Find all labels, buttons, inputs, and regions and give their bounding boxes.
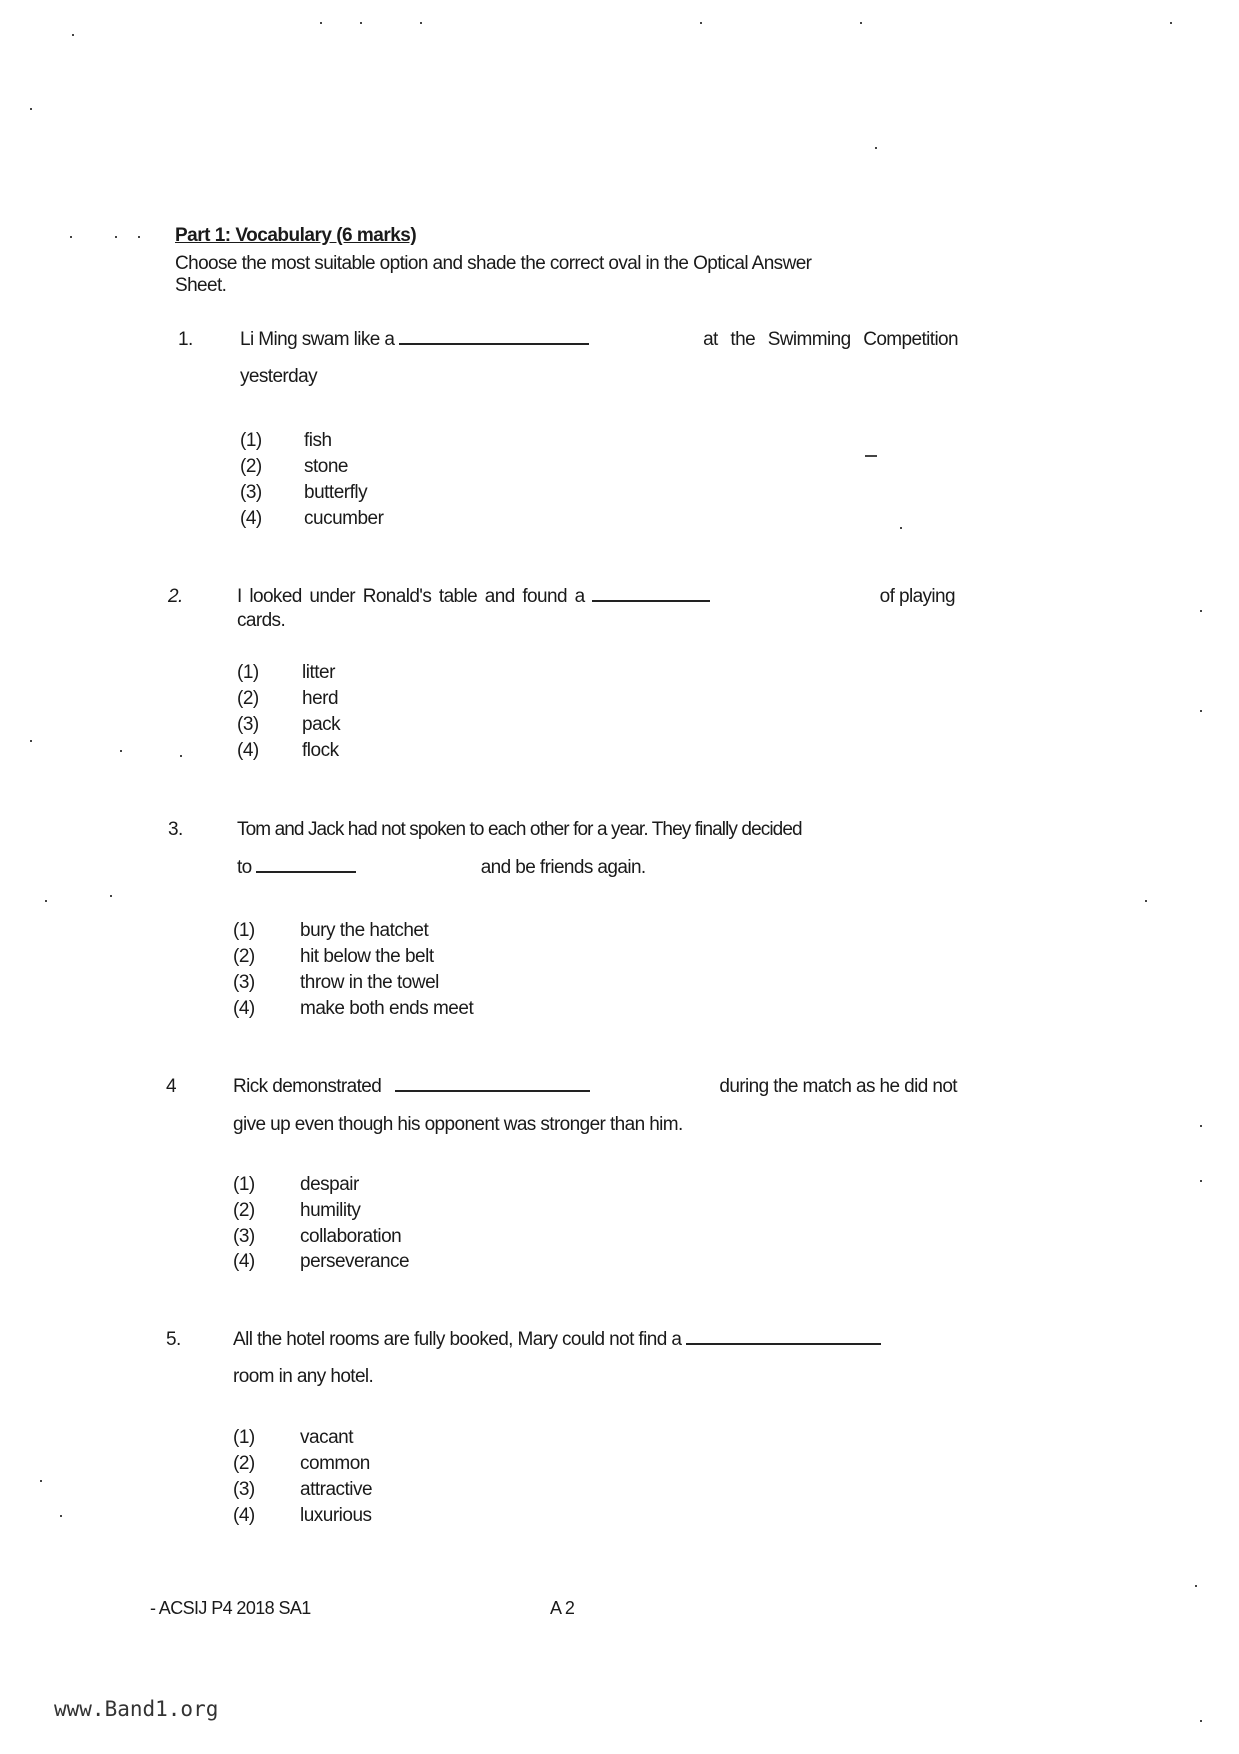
option-text: luxurious: [300, 1505, 372, 1526]
footer-page-number: A 2: [550, 1598, 575, 1618]
question-text: [240, 329, 958, 351]
option-number: (3): [233, 1479, 255, 1500]
answer-blank: [395, 1089, 590, 1092]
question-text-line-2: give up even though his opponent was stronger than him.: [233, 1114, 683, 1135]
option-text: butterfly: [304, 482, 368, 503]
answer-blank: [399, 342, 589, 345]
option-number: (1): [233, 1174, 255, 1195]
option-text: attractive: [300, 1479, 373, 1500]
question-text-before: to: [237, 857, 252, 878]
question-text: [237, 586, 955, 608]
question-text-before: Rick demonstrated: [233, 1076, 382, 1097]
question-text-before: Li Ming swam like a: [240, 329, 395, 350]
question-text-before: All the hotel rooms are fully booked, Mary could not find a: [233, 1329, 682, 1350]
question-text: [233, 1076, 957, 1098]
option-text: herd: [302, 688, 339, 709]
question-text-line-2: room in any hotel.: [233, 1366, 374, 1387]
option-number: (3): [233, 972, 255, 993]
option-text: litter: [302, 662, 335, 683]
footer-paper-code: - ACSIJ P4 2018 SA1: [150, 1598, 311, 1618]
option-text: fish: [304, 430, 332, 451]
question-number: 4: [166, 1076, 176, 1097]
option-text: perseverance: [300, 1251, 410, 1272]
answer-blank: [256, 870, 356, 873]
option-number: (4): [233, 1505, 255, 1526]
option-number: (3): [240, 482, 262, 503]
option-number: (4): [233, 1251, 255, 1272]
question-number: 5.: [166, 1329, 181, 1350]
question-text-after: of playing: [879, 586, 955, 607]
question-text: [233, 1329, 881, 1351]
option-text: throw in the towel: [300, 972, 439, 993]
question-text-line-2: cards.: [237, 610, 286, 631]
question-text-line-2: [237, 857, 646, 879]
option-text: pack: [302, 714, 341, 735]
question-number: 1.: [178, 329, 193, 350]
answer-blank: [686, 1342, 881, 1345]
instruction-line-1: Choose the most suitable option and shade the correct oval in the Optical Answer: [175, 253, 812, 274]
option-number: (1): [233, 920, 255, 941]
question-text-after: at the Swimming Competition: [703, 329, 958, 350]
option-text: make both ends meet: [300, 998, 474, 1019]
option-text: hit below the belt: [300, 946, 434, 967]
option-number: (3): [233, 1226, 255, 1247]
question-number: 3.: [168, 819, 183, 840]
option-number: (2): [237, 688, 259, 709]
option-number: (2): [233, 946, 255, 967]
watermark-url: www.Band1.org: [54, 1697, 219, 1721]
question-text-before: I looked under Ronald's table and found a: [237, 586, 585, 607]
option-text: common: [300, 1453, 370, 1474]
option-text: stone: [304, 456, 348, 477]
instruction-line-2: Sheet.: [175, 275, 227, 296]
answer-blank: [592, 599, 710, 602]
option-text: bury the hatchet: [300, 920, 429, 941]
section-title: Part 1: Vocabulary (6 marks): [175, 225, 417, 246]
option-text: cucumber: [304, 508, 384, 529]
option-text: vacant: [300, 1427, 353, 1448]
option-number: (1): [233, 1427, 255, 1448]
option-number: (4): [233, 998, 255, 1019]
option-number: (2): [233, 1200, 255, 1221]
option-text: humility: [300, 1200, 361, 1221]
question-text-after: and be friends again.: [480, 857, 646, 878]
option-text: collaboration: [300, 1226, 402, 1247]
option-number: (4): [240, 508, 262, 529]
option-number: (1): [237, 662, 259, 683]
question-text-line-2: yesterday: [240, 366, 317, 387]
option-number: (3): [237, 714, 259, 735]
option-text: despair: [300, 1174, 359, 1195]
question-text: Tom and Jack had not spoken to each other for a year. They finally decided: [237, 819, 802, 840]
option-text: flock: [302, 740, 339, 761]
question-text-after: during the match as he did not: [719, 1076, 957, 1097]
question-number: 2.: [168, 586, 183, 607]
option-number: (2): [233, 1453, 255, 1474]
option-number: (1): [240, 430, 262, 451]
option-number: (2): [240, 456, 262, 477]
option-number: (4): [237, 740, 259, 761]
